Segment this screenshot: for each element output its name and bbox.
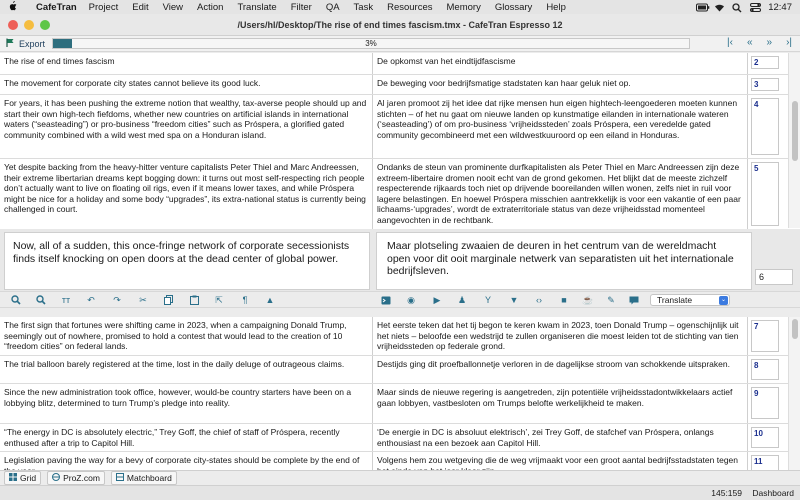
person-icon[interactable]: ♟ bbox=[457, 294, 467, 305]
table-row[interactable] bbox=[0, 53, 800, 75]
menu-translate[interactable]: Translate bbox=[237, 1, 277, 13]
segment-number-cell bbox=[747, 384, 783, 423]
tab-proz[interactable] bbox=[47, 471, 105, 485]
next-segment-icon[interactable]: » bbox=[766, 37, 773, 48]
paragraph-icon[interactable]: ¶ bbox=[242, 295, 248, 305]
bottom-tab-bar bbox=[0, 470, 800, 485]
menu-task[interactable]: Task bbox=[353, 1, 374, 13]
table-row[interactable] bbox=[0, 75, 800, 95]
target-cell[interactable]: De opkomst van het eindtijdfascisme bbox=[372, 53, 747, 74]
scrollbar-thumb[interactable] bbox=[792, 101, 798, 161]
menu-resources[interactable]: Resources bbox=[387, 1, 433, 13]
battery-icon[interactable] bbox=[696, 3, 706, 12]
lower-grid-scrollbar[interactable] bbox=[788, 317, 800, 470]
segment-number: 9 bbox=[751, 387, 779, 419]
cursor-position: 145:159 bbox=[711, 488, 742, 498]
menu-edit[interactable]: Edit bbox=[132, 1, 149, 13]
code-icon[interactable]: ‹› bbox=[536, 295, 542, 305]
tab-grid[interactable] bbox=[4, 471, 41, 485]
menu-memory[interactable]: Memory bbox=[446, 1, 481, 13]
source-cell[interactable]: The first sign that fortunes were shifting came in 2023, when a campaigning Donald Trump, seemingly out of nowhere, promised to hold a contest that would lead to the creation of 10 “freedom cities” on federal lands. bbox=[4, 320, 347, 351]
chevron-down-icon: ⌄ bbox=[720, 297, 727, 303]
coffee-icon[interactable]: ☕ bbox=[582, 294, 594, 305]
record-icon[interactable]: ◉ bbox=[407, 294, 415, 305]
wifi-icon[interactable] bbox=[714, 3, 724, 12]
menu-project[interactable]: Project bbox=[88, 1, 119, 13]
minimize-window-button[interactable] bbox=[24, 20, 34, 30]
source-cell[interactable]: “The energy in DC is absolutely electric,” Trey Goff, the chief of staff of Próspera, recently enthused after a trip to Capitol Hill. bbox=[4, 427, 340, 448]
stop-icon[interactable]: ■ bbox=[561, 295, 567, 305]
project-toolbar bbox=[0, 36, 800, 52]
source-editor[interactable]: Now, all of a sudden, this once-fringe network of corporate secessionists finds itself knocking on open doors at the dead center of global power. bbox=[4, 232, 370, 290]
source-cell[interactable]: For years, it has been pushing the extreme notion that wealthy, tax-averse people should up and start their own high-tech fiefdoms, whether new countries on artificial islands in international waters (“seasteading”) or pro-business “freedom cities” such as Próspera, a glorified gated community combined with a wild west med spa on a Honduran island. bbox=[4, 98, 367, 140]
apple-icon[interactable] bbox=[8, 1, 22, 14]
last-segment-icon[interactable]: ›| bbox=[786, 37, 792, 48]
grid-icon bbox=[9, 473, 17, 483]
progress-bar bbox=[52, 38, 690, 49]
export-button[interactable] bbox=[6, 38, 45, 49]
menu-action[interactable]: Action bbox=[197, 1, 224, 13]
export-label: Export bbox=[19, 38, 46, 49]
segment-number-cell bbox=[747, 53, 783, 74]
segment-number-cell bbox=[747, 424, 783, 451]
flag-icon bbox=[6, 38, 15, 49]
paste-icon[interactable] bbox=[188, 294, 200, 306]
close-window-button[interactable] bbox=[8, 20, 18, 30]
comment-icon[interactable] bbox=[628, 294, 640, 306]
segment-number: 3 bbox=[751, 78, 779, 91]
app-name-menu[interactable]: CafeTran bbox=[36, 1, 77, 13]
segment-number: 7 bbox=[751, 320, 779, 352]
window-title: /Users/hl/Desktop/The rise of end times fascism.tmx - CafeTran Espresso 12 bbox=[237, 19, 563, 30]
previous-segment-icon[interactable]: « bbox=[746, 37, 753, 48]
undo-icon[interactable]: ↶ bbox=[87, 294, 95, 305]
source-cell[interactable]: The movement for corporate city states cannot believe its good luck. bbox=[4, 78, 261, 88]
zoom-in-icon[interactable] bbox=[10, 294, 22, 306]
menu-filter[interactable]: Filter bbox=[290, 1, 312, 13]
tab-matchboard-label: Matchboard bbox=[126, 473, 172, 483]
source-cell[interactable]: Since the new administration took office, however, would-be country starters have been on a lobbying blitz, determined to turn Trump’s pledge into reality. bbox=[4, 387, 352, 408]
target-cell[interactable]: Volgens hem zou wetgeving die de weg vrijmaakt voor een groot aantal bedrijfsstadstaten tegen bbox=[372, 452, 747, 481]
table-row[interactable] bbox=[0, 95, 800, 159]
segment-number-cell bbox=[747, 159, 783, 230]
tab-grid-label: Grid bbox=[20, 473, 37, 483]
text-format-icon[interactable]: ᴛт bbox=[61, 295, 71, 305]
target-cell[interactable]: Al jaren promoot zij het idee dat rijke mensen hun eigen hightech-leengoederen moeten kunnen stichten – of het nu gaat om nieuwe landen op kunstmatige eilanden in internationale wateren (‘seasteading’) of om pro-business ‘vrijheidssteden’ zoals Próspera, een veredelde gated community gecombineerd met een wildwestkuuroord op een eiland in Honduras. bbox=[372, 95, 747, 158]
segment-number: 10 bbox=[751, 427, 779, 448]
table-row[interactable] bbox=[0, 317, 800, 356]
move-down-icon[interactable]: ▼ bbox=[509, 295, 519, 305]
dashboard-button[interactable]: Dashboard bbox=[752, 488, 794, 498]
control-center-icon[interactable] bbox=[750, 3, 760, 12]
segment-number: 8 bbox=[751, 359, 779, 380]
translate-mode-select[interactable] bbox=[650, 294, 730, 306]
pencil-icon[interactable]: ✎ bbox=[607, 294, 615, 305]
play-icon[interactable]: ▶ bbox=[433, 294, 441, 305]
segment-number-cell bbox=[747, 75, 783, 94]
menu-help[interactable]: Help bbox=[546, 1, 566, 13]
target-cell[interactable]: Destijds ging dit proefballonnetje verloren in de dagelijkse stroom van schokkende uitspraken. bbox=[372, 356, 747, 383]
matchboard-icon bbox=[116, 473, 124, 483]
progress-text: 3% bbox=[365, 39, 377, 48]
first-segment-icon[interactable]: |‹ bbox=[727, 37, 733, 48]
window-title-bar bbox=[0, 14, 800, 36]
search-icon[interactable] bbox=[732, 3, 742, 12]
target-cell[interactable]: Ondanks de steun van prominente durfkapitalisten als Peter Thiel en Marc Andreessen zijn deze extreem-libertaire dromen nooit echt van de grond gekomen. Het blijkt dat de meeste zichzelf respecterende rijkaards toch niet op drijvende booreilanden willen wonen, zelfs niet in ruil voor lagere belastingen. En hoewel Próspera misschien aantrekkelijk is voor een vakantie of een paar lichaams-‘upgrades’, wordt de extraterritoriale status van deze vrijheidsstad momenteel aangevochten in de rechtbank. bbox=[372, 159, 747, 230]
menu-bar bbox=[0, 0, 800, 14]
source-cell[interactable]: Yet despite backing from the heavy-hitter venture capitalists Peter Thiel and Marc Andreessen, their extreme libertarian dreams kept bogging down: it turns out most self-respecting rich people don’t actually want to live on floating oil rigs, even if it means lower taxes, and while Próspera might be nice for a holiday and some body “upgrades”, its extra-national status is currently being challenged in court. bbox=[4, 162, 366, 214]
translate-mode-value: Translate bbox=[657, 295, 693, 305]
menu-view[interactable]: View bbox=[162, 1, 184, 13]
source-cell[interactable]: The trial balloon barely registered at the time, lost in the daily deluge of outrageous claims. bbox=[4, 359, 345, 369]
move-up-icon[interactable]: ▲ bbox=[265, 295, 275, 305]
segment-editor bbox=[0, 229, 800, 291]
zoom-window-button[interactable] bbox=[40, 20, 50, 30]
copy-icon[interactable] bbox=[162, 294, 174, 306]
segment-number: 11 bbox=[751, 455, 779, 477]
segment-number: 4 bbox=[751, 98, 779, 155]
target-cell[interactable]: Maar sinds de nieuwe regering is aangetreden, zijn potentiële vrijheidsstadontwikkelaars actief gaan lobbyen, vastbesloten om Trumps belofte werkelijkheid te maken. bbox=[372, 384, 747, 423]
redo-icon[interactable]: ↷ bbox=[113, 294, 121, 305]
clock[interactable]: 12:47 bbox=[768, 1, 792, 13]
target-editor[interactable]: Maar plotseling zwaaien de deuren in het centrum van de wereldmacht open voor dit ooit marginale netwerk van separatisten uit het internationale bedrijfsleven. bbox=[376, 232, 752, 290]
terminal-icon[interactable] bbox=[380, 294, 392, 306]
segment-number: 2 bbox=[751, 56, 779, 69]
target-cell[interactable]: Het eerste teken dat het tij begon te keren kwam in 2023, toen Donald Trump – ogenschijnlijk uit het niets – beloofde een wedstrijd te zullen organiseren die moest leiden tot de stichting van tien vrijheidssteden op federale grond. bbox=[372, 317, 747, 355]
tab-matchboard[interactable] bbox=[111, 471, 177, 485]
scrollbar-thumb[interactable] bbox=[792, 319, 798, 339]
table-row[interactable] bbox=[0, 384, 800, 424]
cut-icon[interactable]: ✂ bbox=[139, 294, 147, 305]
menu-glossary[interactable]: Glossary bbox=[494, 1, 533, 13]
status-bar bbox=[0, 485, 800, 500]
target-cell[interactable]: ‘De energie in DC is absoluut elektrisch’, zei Trey Goff, de stafchef van Próspera, onlangs enthousiast na een bezoek aan Capitol Hill. bbox=[372, 424, 747, 451]
table-row[interactable] bbox=[0, 424, 800, 452]
source-cell[interactable]: Legislation paving the way for a bevy of corporate city-states should be complete by the end of bbox=[4, 455, 360, 465]
zoom-out-icon[interactable] bbox=[35, 294, 47, 306]
target-cell[interactable]: De beweging voor bedrijfsmatige stadstaten kan haar geluk niet op. bbox=[372, 75, 747, 94]
copy-source-icon[interactable]: ⇱ bbox=[215, 294, 223, 305]
upper-grid-scrollbar[interactable] bbox=[788, 53, 800, 228]
table-row[interactable] bbox=[0, 159, 800, 231]
segment-number-cell bbox=[747, 317, 783, 355]
segment-number-cell bbox=[747, 356, 783, 383]
active-segment-number: 6 bbox=[755, 269, 793, 285]
branch-icon[interactable]: Y bbox=[484, 295, 491, 305]
table-row[interactable] bbox=[0, 356, 800, 384]
lower-segment-grid bbox=[0, 317, 800, 470]
upper-segment-grid bbox=[0, 53, 800, 228]
menu-qa[interactable]: QA bbox=[325, 1, 340, 13]
segment-number-cell bbox=[747, 95, 783, 158]
globe-icon bbox=[52, 473, 60, 483]
segment-number: 5 bbox=[751, 162, 779, 226]
tab-proz-label: ProZ.com bbox=[63, 473, 100, 483]
editor-toolbar bbox=[0, 291, 800, 308]
source-cell[interactable]: The rise of end times fascism bbox=[4, 56, 115, 66]
